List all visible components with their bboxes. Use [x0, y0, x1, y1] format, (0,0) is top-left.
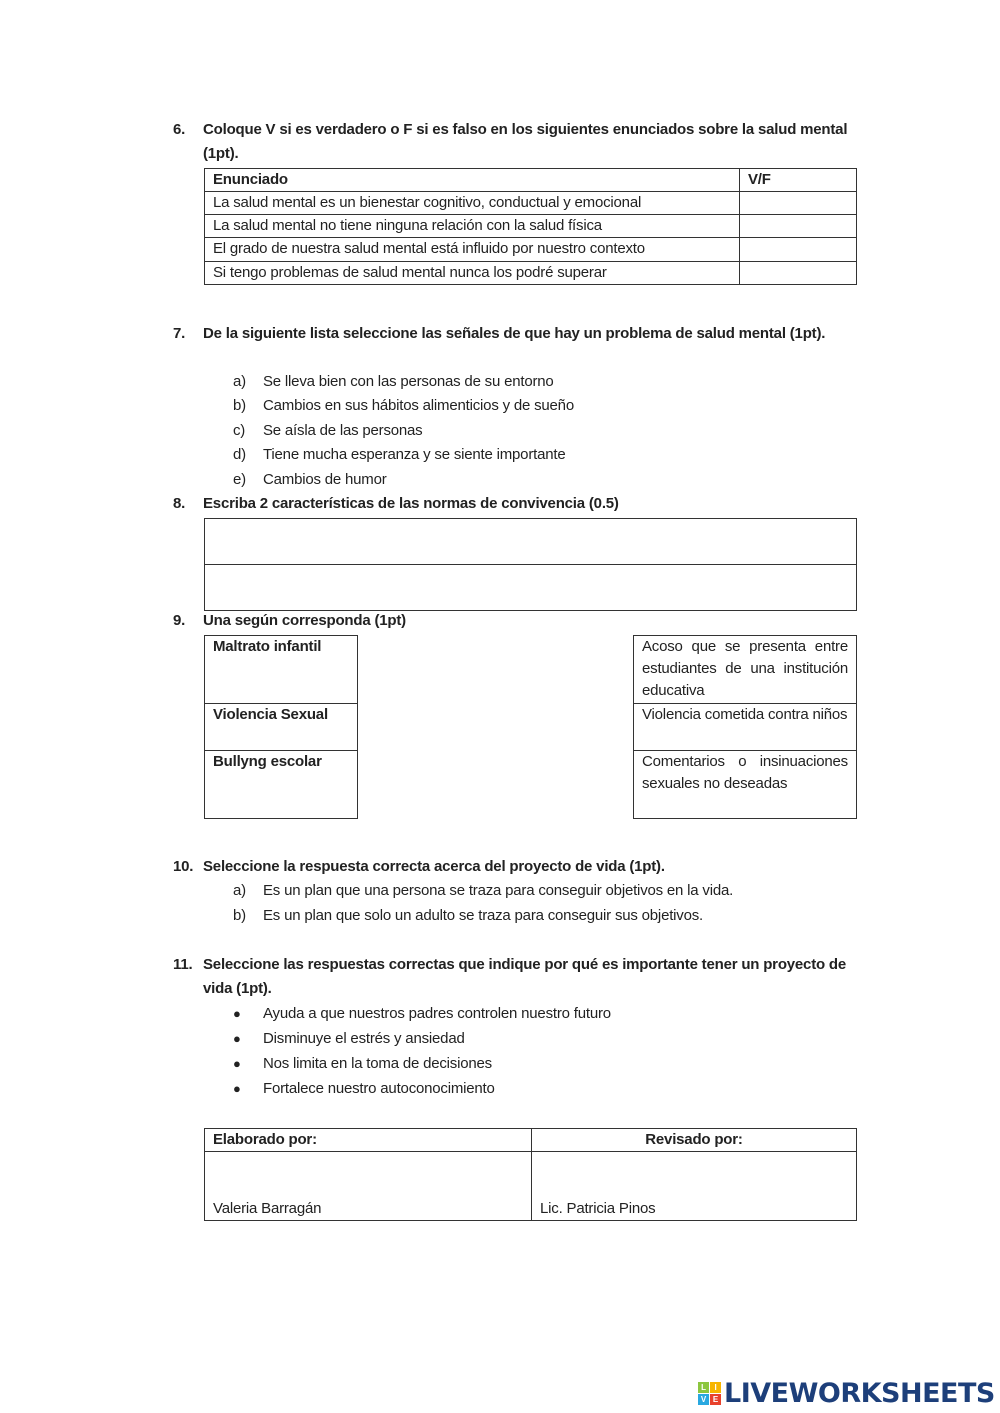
vf-answer-cell[interactable]: [740, 238, 857, 262]
match-term[interactable]: Violencia Sexual: [205, 704, 358, 751]
question-title: Seleccione las respuestas correctas que indique por qué es importante tener un proyecto de vida (1pt).: [203, 956, 847, 997]
badge-letter: L: [698, 1382, 709, 1393]
question-title: Seleccione la respuesta correcta acerca del proyecto de vida (1pt).: [203, 858, 665, 875]
badge-letter: I: [710, 1382, 721, 1393]
option-a[interactable]: [233, 879, 733, 903]
true-false-table: [204, 168, 857, 285]
bullet-option[interactable]: [233, 1002, 611, 1026]
matching-left-table: [204, 635, 358, 819]
bullet-icon: ●: [233, 1081, 241, 1096]
vf-answer-cell[interactable]: [740, 192, 857, 215]
liveworksheets-logo: [698, 1378, 995, 1409]
option-letter: a): [233, 882, 246, 899]
reviewed-label: Revisado por:: [532, 1129, 857, 1152]
logo-text: LIVEWORKSHEETS: [724, 1378, 995, 1409]
option-text: Cambios de humor: [263, 471, 387, 488]
logo-badge-icon: [698, 1382, 721, 1405]
header-enunciado: Enunciado: [205, 169, 740, 192]
option-text: Es un plan que solo un adulto se traza para conseguir sus objetivos.: [263, 907, 704, 924]
option-b[interactable]: [233, 394, 574, 418]
option-text: Disminuye el estrés y ansiedad: [263, 1030, 465, 1047]
question-number: 7.: [173, 325, 186, 342]
option-text: Se aísla de las personas: [263, 422, 423, 439]
option-b[interactable]: [233, 904, 703, 928]
match-term[interactable]: Bullyng escolar: [205, 751, 358, 819]
bullet-option[interactable]: [233, 1052, 492, 1076]
statement: La salud mental es un bienestar cognitivo, conductual y emocional: [205, 192, 740, 215]
option-text: Tiene mucha esperanza y se siente importante: [263, 446, 566, 463]
option-letter: e): [233, 471, 246, 488]
question-title: Una según corresponda (1pt): [203, 612, 406, 629]
question-number: 10.: [173, 858, 194, 875]
option-letter: b): [233, 907, 246, 924]
option-letter: b): [233, 397, 246, 414]
option-c[interactable]: [233, 419, 422, 443]
match-definition[interactable]: Comentarios o insinuaciones sexuales no deseadas: [634, 751, 857, 819]
question-title: De la siguiente lista seleccione las señales de que hay un problema de salud mental (1pt).: [203, 325, 826, 342]
bullet-icon: ●: [233, 1031, 241, 1046]
header-vf: V/F: [740, 169, 857, 192]
statement: El grado de nuestra salud mental está influido por nuestro contexto: [205, 238, 740, 262]
answer-field-1[interactable]: [205, 519, 857, 565]
statement: Si tengo problemas de salud mental nunca los podré superar: [205, 262, 740, 285]
option-letter: a): [233, 373, 246, 390]
option-text: Se lleva bien con las personas de su entorno: [263, 373, 554, 390]
bullet-option[interactable]: [233, 1077, 495, 1101]
question-number: 11.: [173, 956, 193, 973]
badge-letter: E: [710, 1394, 721, 1405]
question-number: 8.: [173, 495, 186, 512]
statement: La salud mental no tiene ninguna relación con la salud física: [205, 215, 740, 238]
match-definition[interactable]: Acoso que se presenta entre estudiantes de una institución educativa: [634, 636, 857, 704]
bullet-icon: ●: [233, 1056, 241, 1071]
question-title: Coloque V si es verdadero o F si es falso en los siguientes enunciados sobre la salud mental (1pt).: [203, 121, 848, 162]
characteristics-answer-table: [204, 518, 857, 611]
elaborated-name: Valeria Barragán: [205, 1152, 532, 1221]
option-text: Nos limita en la toma de decisiones: [263, 1055, 492, 1072]
vf-answer-cell[interactable]: [740, 215, 857, 238]
signature-table: [204, 1128, 857, 1221]
question-number: 6.: [173, 121, 186, 138]
option-a[interactable]: [233, 370, 554, 394]
question-title: Escriba 2 características de las normas de convivencia (0.5): [203, 495, 619, 512]
option-text: Cambios en sus hábitos alimenticios y de sueño: [263, 397, 574, 414]
badge-letter: V: [698, 1394, 709, 1405]
vf-answer-cell[interactable]: [740, 262, 857, 285]
matching-right-table: [633, 635, 857, 819]
elaborated-label: Elaborado por:: [205, 1129, 532, 1152]
match-definition[interactable]: Violencia cometida contra niños: [634, 704, 857, 751]
option-letter: c): [233, 422, 246, 439]
answer-field-2[interactable]: [205, 565, 857, 611]
option-text: Es un plan que una persona se traza para conseguir objetivos en la vida.: [263, 882, 734, 899]
reviewed-name: Lic. Patricia Pinos: [532, 1152, 857, 1221]
option-d[interactable]: [233, 443, 565, 467]
option-text: Fortalece nuestro autoconocimiento: [263, 1080, 495, 1097]
question-number: 9.: [173, 612, 186, 629]
option-text: Ayuda a que nuestros padres controlen nuestro futuro: [263, 1005, 611, 1022]
match-term[interactable]: Maltrato infantil: [205, 636, 358, 704]
option-e[interactable]: [233, 468, 387, 492]
option-letter: d): [233, 446, 246, 463]
bullet-option[interactable]: [233, 1027, 465, 1051]
bullet-icon: ●: [233, 1006, 241, 1021]
